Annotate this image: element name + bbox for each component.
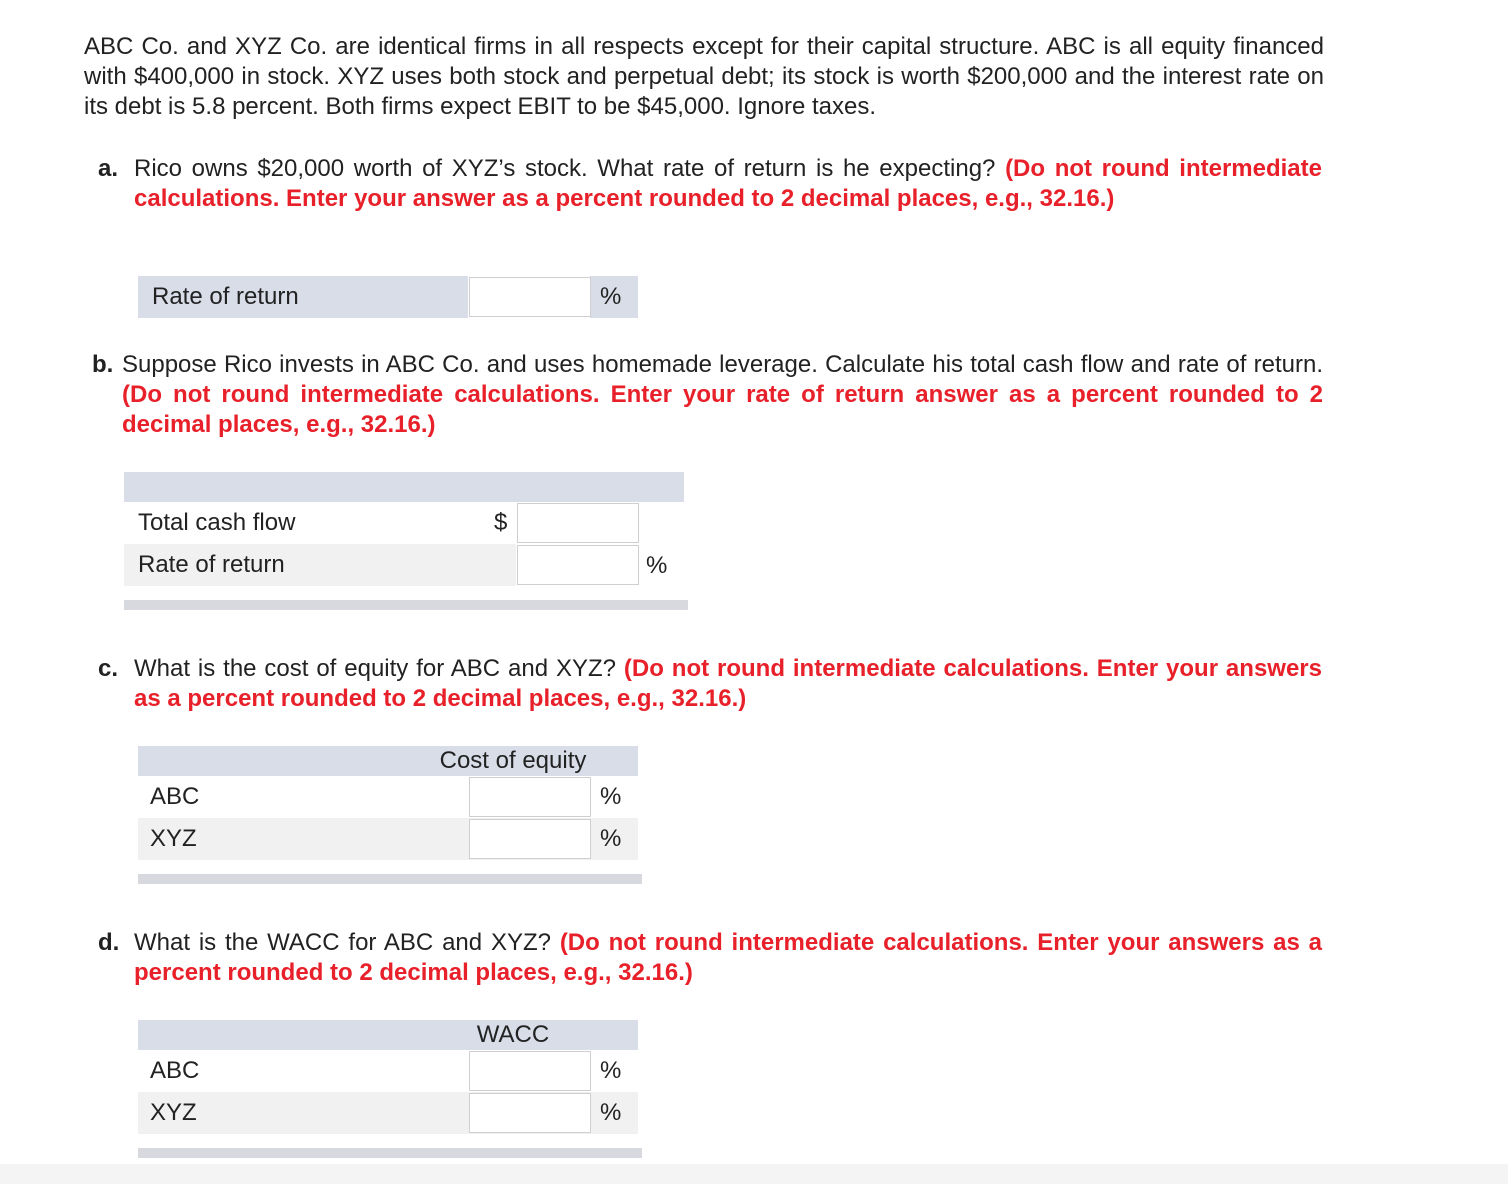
question-c <box>98 654 1322 714</box>
question-b-letter: b. <box>92 351 114 378</box>
table-d-row-label-abc: ABC <box>150 1057 200 1084</box>
dollar-sign: $ <box>494 509 508 536</box>
table-c-footer-bar <box>138 874 642 884</box>
question-c-text: What is the cost of equity for ABC and XYZ? <box>134 655 616 682</box>
table-d-footer-bar <box>138 1148 642 1158</box>
question-c-letter: c. <box>98 655 119 682</box>
percent-unit-b: % <box>646 552 668 579</box>
percent-unit-c-abc: % <box>600 783 622 810</box>
total-cash-flow-input[interactable] <box>517 503 639 543</box>
problem-statement: ABC Co. and XYZ Co. are identical firms in all respects except for their capital structure. ABC is all equity financed with $400,000 in stock. XYZ uses both stock and perpetual debt; its stock is worth $200,000 and the interest rate on its debt is 5.8 percent. Both firms expect EBIT to be $45,000. Ignore taxes. <box>84 33 1324 120</box>
question-b-instruction: (Do not round intermediate calculations. Enter your rate of return answer as a percent rounded to 2 decimal places, e.g., 32.16.) <box>122 381 1323 438</box>
percent-unit-a: % <box>600 283 622 310</box>
question-d <box>98 928 1322 988</box>
question-a-letter: a. <box>98 155 119 182</box>
table-c-column-header: Cost of equity <box>439 747 587 774</box>
table-b-header-band <box>124 472 684 502</box>
question-a <box>98 154 1322 214</box>
rate-of-return-input-a[interactable] <box>469 277 591 317</box>
table-d-column-header: WACC <box>476 1021 550 1048</box>
table-c-row-label-abc: ABC <box>150 783 200 810</box>
question-d-text: What is the WACC for ABC and XYZ? <box>134 929 551 956</box>
question-d-letter: d. <box>98 929 120 956</box>
question-c-instruction: (Do not round intermediate calculations. Enter your answers as a percent rounded to 2 decimal places, e.g., 32.16.) <box>134 655 1322 712</box>
table-d-row-label-xyz: XYZ <box>150 1099 197 1126</box>
percent-unit-d-xyz: % <box>600 1099 622 1126</box>
cost-of-equity-abc-input[interactable] <box>469 777 591 817</box>
table-c-row-label-xyz: XYZ <box>150 825 197 852</box>
cost-of-equity-xyz-input[interactable] <box>469 819 591 859</box>
question-b-text: Suppose Rico invests in ABC Co. and uses homemade leverage. Calculate his total cash flow and rate of return. <box>122 351 1323 378</box>
wacc-xyz-input[interactable] <box>469 1093 591 1133</box>
rate-of-return-input-b[interactable] <box>517 545 639 585</box>
question-a-instruction: (Do not round intermediate calculations. Enter your answer as a percent rounded to 2 decimal places, e.g., 32.16.) <box>134 155 1322 212</box>
wacc-abc-input[interactable] <box>469 1051 591 1091</box>
question-d-instruction: (Do not round intermediate calculations. Enter your answers as a percent rounded to 2 decimal places, e.g., 32.16.) <box>134 929 1323 986</box>
percent-unit-d-abc: % <box>600 1057 622 1084</box>
table-b-row-label-rate: Rate of return <box>138 551 285 578</box>
question-a-text: Rico owns $20,000 worth of XYZ’s stock. What rate of return is he expecting? <box>134 155 996 182</box>
table-b-footer-bar <box>124 600 688 610</box>
table-b-row-label-cash-flow: Total cash flow <box>138 509 296 536</box>
percent-unit-c-xyz: % <box>600 825 622 852</box>
table-a-row-label: Rate of return <box>152 283 299 310</box>
page-bottom-shade <box>0 1164 1508 1184</box>
question-b <box>92 350 1323 440</box>
